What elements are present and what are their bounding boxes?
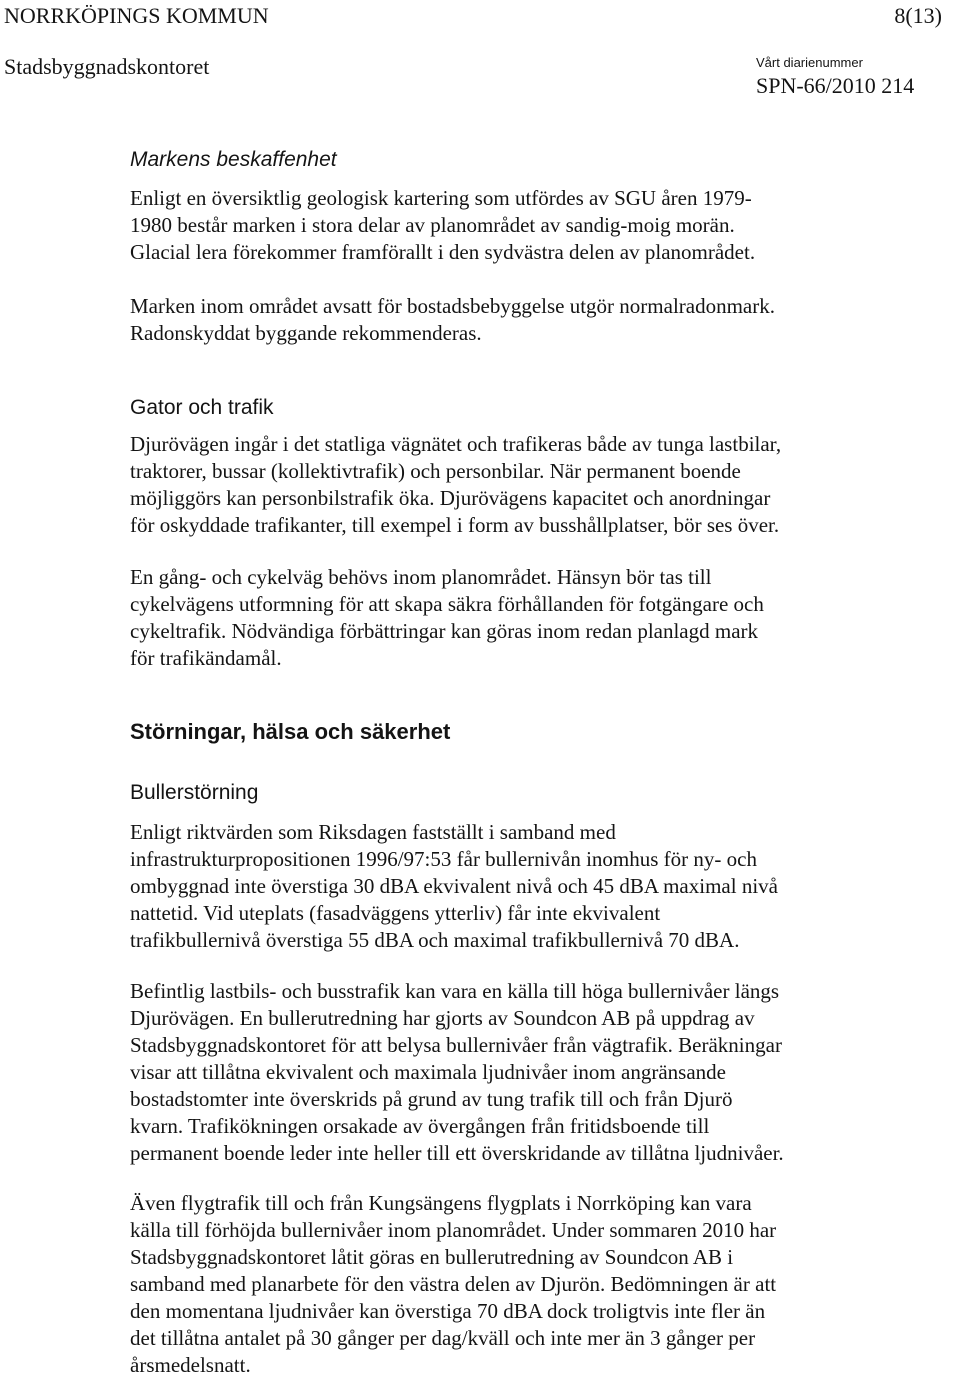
text-line: trafikbullernivå överstiga 55 dBA och maximal trafikbullernivå 70 dBA. (130, 928, 740, 952)
text-line: Glacial lera förekommer framförallt i den sydvästra delen av planområdet. (130, 240, 756, 264)
text-line: Radonskyddat byggande rekommenderas. (130, 321, 482, 345)
section-heading-markens: Markens beskaffenhet (130, 148, 337, 171)
text-line: möjliggörs kan personbilstrafik öka. Djurövägens kapacitet och anordningar (130, 486, 771, 510)
text-line: Marken inom området avsatt för bostadsbebyggelse utgör normalradonmark. (130, 294, 775, 318)
organization-name: NORRKÖPINGS KOMMUN (4, 3, 269, 28)
section-heading-gator: Gator och trafik (130, 396, 274, 419)
paragraph (130, 431, 930, 539)
text-line: Enligt en översiktlig geologisk kartering som utfördes av SGU åren 1979- (130, 186, 752, 210)
text-line: cykelvägens utformning för att skapa säkra förhållanden för fotgängare och (130, 592, 764, 616)
text-line: nattetid. Vid uteplats (fasadväggens ytterliv) får inte ekvivalent (130, 901, 661, 925)
text-line: källa till förhöjda bullernivåer inom planområdet. Under sommaren 2010 har (130, 1218, 777, 1242)
text-line: En gång- och cykelväg behövs inom planområdet. Hänsyn bör tas till (130, 565, 712, 589)
text-line: årsmedelsnatt. (130, 1353, 251, 1377)
text-line: cykeltrafik. Nödvändiga förbättringar kan göras inom redan planlagd mark (130, 619, 759, 643)
paragraph (130, 185, 930, 266)
text-line: 1980 består marken i stora delar av planområdet av sandig-moig morän. (130, 213, 735, 237)
text-line: Enligt riktvärden som Riksdagen fastställt i samband med (130, 820, 616, 844)
text-line: Stadsbyggnadskontoret för att belysa bullernivåer från vägtrafik. Beräkningar (130, 1033, 782, 1057)
text-line: permanent boende leder inte heller till ett överskridande av tillåtna ljudnivåer. (130, 1141, 784, 1165)
text-line: det tillåtna antalet på 30 gånger per dag/kväll och inte mer än 3 gånger per (130, 1326, 756, 1350)
text-line: infrastrukturpropositionen 1996/97:53 får bullernivån inomhus för ny- och (130, 847, 757, 871)
paragraph (130, 1190, 930, 1379)
paragraph (130, 293, 930, 347)
text-line: visar att tillåtna ekvivalent och maximala ljudnivåer inom angränsande (130, 1060, 726, 1084)
paragraph (130, 564, 930, 672)
diarie-number: SPN-66/2010 214 (756, 73, 915, 98)
text-line: för oskyddade trafikanter, till exempel i form av busshållplatser, bör ses över. (130, 513, 780, 537)
department-name: Stadsbyggnadskontoret (4, 54, 210, 79)
section-heading-storningar: Störningar, hälsa och säkerhet (130, 719, 451, 744)
diarie-label: Vårt diarienummer (756, 55, 863, 70)
page-number: 8(13) (894, 3, 942, 28)
text-line: för trafikändamål. (130, 646, 282, 670)
text-line: samband med planarbete för den västra delen av Djurön. Bedömningen är att (130, 1272, 777, 1296)
text-line: traktorer, bussar (kollektivtrafik) och personbilar. När permanent boende (130, 459, 741, 483)
text-line: Stadsbyggnadskontoret låtit göras en bullerutredning av Soundcon AB i (130, 1245, 734, 1269)
paragraph (130, 819, 930, 954)
text-line: bostadstomter inte överskrids på grund av tung trafik till och från Djurö (130, 1087, 733, 1111)
text-line: Även flygtrafik till och från Kungsängens flygplats i Norrköping kan vara (130, 1191, 752, 1215)
text-line: ombyggnad inte överstiga 30 dBA ekvivalent nivå och 45 dBA maximal nivå (130, 874, 778, 898)
subsection-heading-buller: Bullerstörning (130, 781, 259, 804)
text-line: Djurövägen. En bullerutredning har gjorts av Soundcon AB på uppdrag av (130, 1006, 755, 1030)
text-line: kvarn. Trafikökningen orsakade av övergången från fritidsboende till (130, 1114, 710, 1138)
text-line: den momentana ljudnivåer kan överstiga 70 dBA dock troligtvis inte fler än (130, 1299, 766, 1323)
text-line: Befintlig lastbils- och busstrafik kan vara en källa till höga bullernivåer längs (130, 979, 780, 1003)
text-line: Djurövägen ingår i det statliga vägnätet och trafikeras både av tunga lastbilar, (130, 432, 782, 456)
paragraph (130, 978, 930, 1167)
